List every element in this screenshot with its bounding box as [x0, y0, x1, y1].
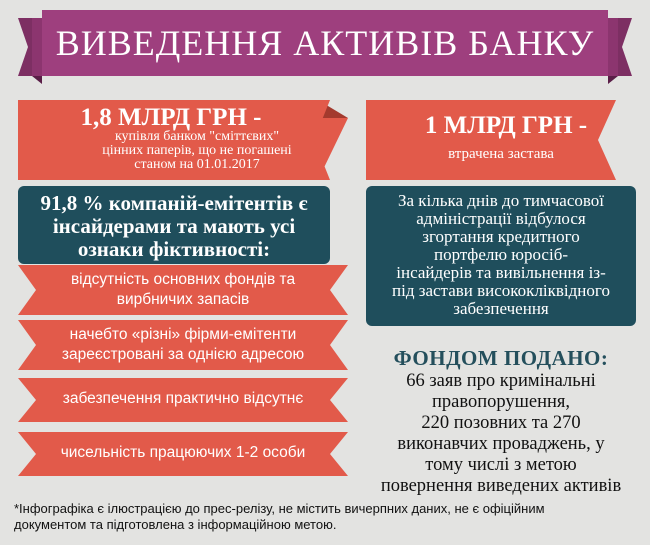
amount-description: купівля банком "сміттєвих" цінних паперів, що не погашені станом на 01.01.2017 — [102, 129, 292, 172]
amount-ribbon-left — [18, 100, 348, 180]
title-banner — [18, 10, 632, 84]
fond-section — [366, 346, 636, 497]
sign-text: чисельність працюючих 1-2 особи — [60, 444, 306, 461]
amount-value: 1 МЛРД ГРН - — [424, 112, 588, 139]
footnote: *Інфографіка є ілюстрацією до прес-релізу, не містить вичерпних даних, не є офіційним документом та підготовлена з інформаційною метою. — [14, 501, 545, 532]
insiders-box — [18, 186, 330, 264]
fond-text: 66 заяв про кримінальні правопорушення, 220 позовних та 270 виконавчих проваджень, у тому числі з метою повернення виведених активів — [380, 371, 622, 496]
portfolio-box — [366, 186, 636, 326]
sign-text: відсутність основних фондів та вирбничих запасів — [70, 271, 296, 308]
sign-ribbon-2 — [18, 320, 348, 370]
amount-ribbon-right — [366, 100, 636, 180]
sign-ribbon-4 — [18, 432, 348, 476]
sign-text: начебто «різні» фірми-емітенти зареєстровані за однією адресою — [61, 326, 305, 363]
insiders-text: 91,8 % компаній-емітентів є інсайдерами та мають усі ознаки фіктивності: — [40, 191, 308, 261]
fond-heading: ФОНДОМ ПОДАНО: — [393, 346, 609, 370]
amount-value: 1,8 МЛРД ГРН - — [80, 104, 262, 131]
page-title: ВИВЕДЕННЯ АКТИВІВ БАНКУ — [55, 23, 595, 63]
portfolio-text: За кілька днів до тимчасової адміністрації відбулося згортання кредитного портфелю юросіб- інсайдерів та вивільнення із- під застави висококліквідного забезпечення — [392, 191, 610, 318]
sign-text: забезпечення практично відсутнє — [62, 390, 304, 407]
sign-ribbon-1 — [18, 265, 348, 315]
amount-description: втрачена застава — [448, 146, 554, 162]
sign-ribbon-3 — [18, 378, 348, 422]
